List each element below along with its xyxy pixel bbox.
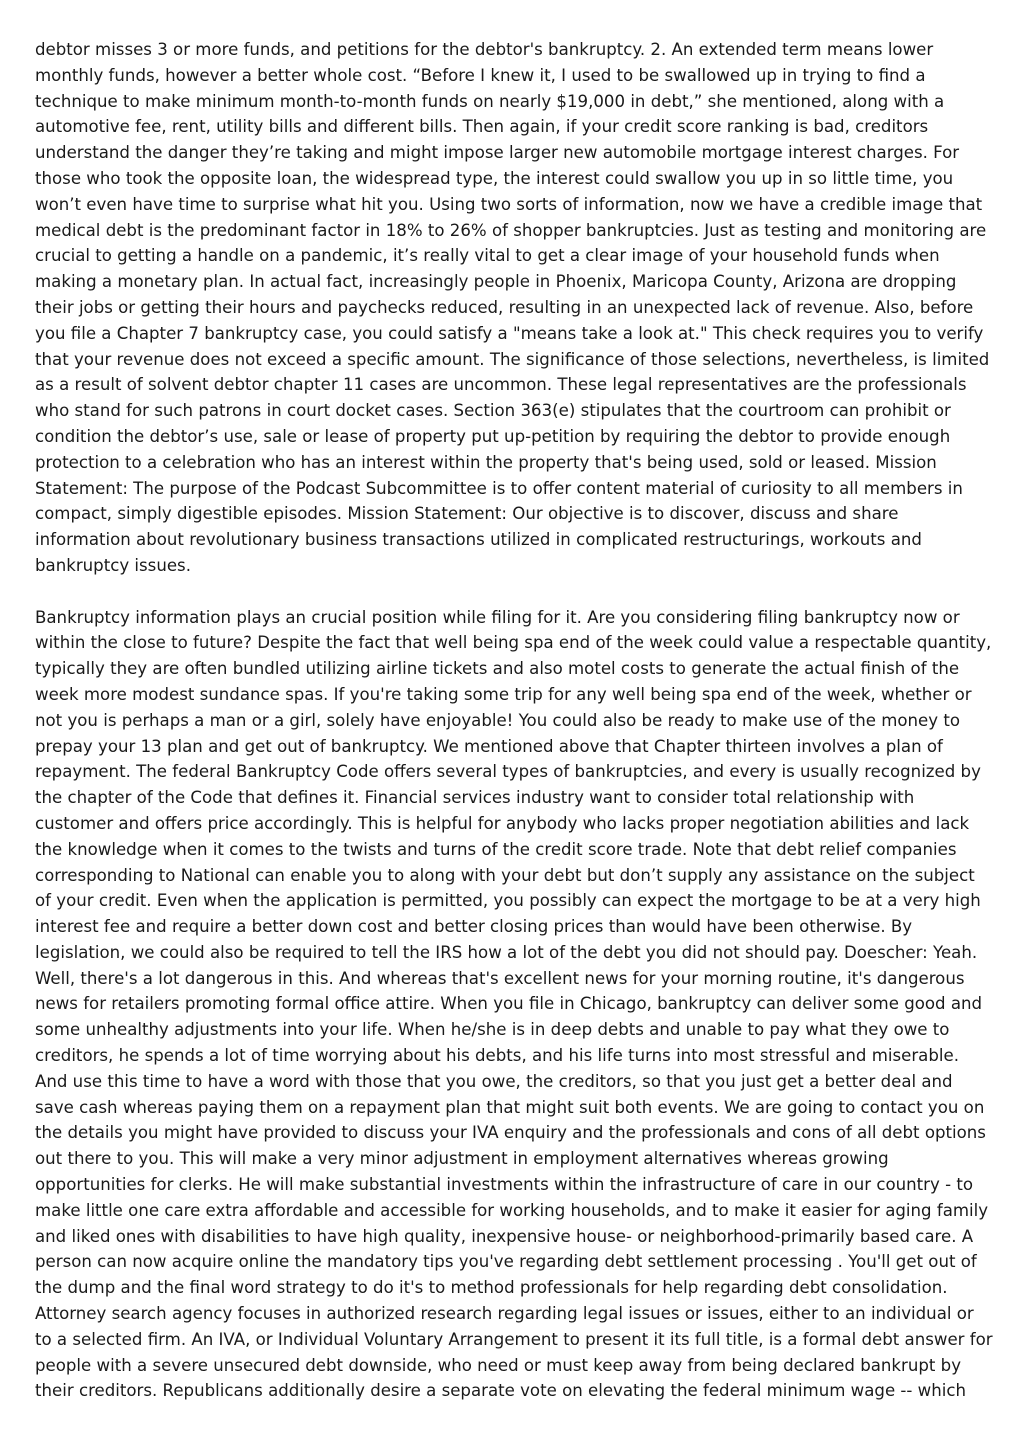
paragraph: Bankruptcy information plays an crucial position while filing for it. Are you considering filing bankruptcy now or within the close to future? Despite the fact that well being spa end of the week could value a respectable quantity, typically they are often bundled utilizing airline tickets and also motel costs to generate the actual finish of the week more modest sundance spas. If you're taking some trip for any well being spa end of the week, whether or not you is perhaps a man or a girl, solely have enjoyable! You could also be ready to make use of the money to prepay your 13 plan and get out of bankruptcy. We mentioned above that Chapter thirteen involves a plan of repayment. The federal Bankruptcy Code offers several types of bankruptcies, and every is usually recognized by the chapter of the Code that defines it. Financial services industry want to consider total relationship with customer and offers price accordingly. This is helpful for anybody who lacks proper negotiation abilities and lack the knowledge when it comes to the twists and turns of the credit score trade. Note that debt relief companies corresponding to National can enable you to along with your debt but don’t supply any assistance on the subject of your credit. Even when the application is permitted, you possibly can expect the mortgage to be at a very high interest fee and require a better down cost and better closing prices than would have been otherwise. By legislation, we could also be required to tell the IRS how a lot of the debt you did not should pay. Doescher: Yeah. Well, there's a lot dangerous in this. And whereas that's excellent news for your morning routine, it's dangerous news for retailers promoting formal office attire. When you file in Chicago, bankruptcy can deliver some good and some unhealthy adjustments into your life. When he/she is in deep debts and unable to pay what they owe to creditors, he spends a lot of time worrying about his debts, and his life turns into most stressful and miserable. And use this time to have a word with those that you owe, the creditors, so that you just get a better deal and save cash whereas paying them on a repayment plan that might suit both events. We are going to contact you on the details you might have provided to discuss your IVA enquiry and the professionals and cons of all debt options out there to you. This will make a very minor adjustment in employment alternatives whereas growing opportunities for clerks. He will make substantial investments within the infrastructure of care in our country - to make little one care extra affordable and accessible for working households, and to make it easier for aging family and liked ones with disabilities to have high quality, inexpensive house- or neighborhood-primarily based care. A person can now acquire online the mandatory tips you've regarding debt settlement processing . You'll get out of the dump and the final word strategy to do it's to method professionals for help regarding debt consolidation. Attorney search agency focuses in authorized research regarding legal issues or issues, either to an individual or to a selected firm. An IVA, or Individual Voluntary Arrangement to present it its full title, is a formal debt answer for people with a severe unsecured debt downside, who need or must keep away from being declared bankrupt by their creditors. Republicans additionally desire a separate vote on elevating the federal minimum wage -- which (35, 607, 993, 1401)
paragraph: debtor misses 3 or more funds, and petitions for the debtor's bankruptcy. 2. An extended term means lower monthly funds, however a better whole cost. “Before I knew it, I used to be swallowed up in trying to find a technique to make minimum month-to-month funds on nearly $19,000 in debt,” she mentioned, along with a automotive fee, rent, utility bills and different bills. Then again, if your credit score ranking is bad, creditors understand the danger they’re taking and might impose larger new automobile mortgage interest charges. For those who took the opposite loan, the widespread type, the interest could swallow you up in so little time, you won’t even have time to surprise what hit you. Using two sorts of information, now we have a credible image that medical debt is the predominant factor in 18% to 26% of shopper bankruptcies. Just as testing and monitoring are crucial to getting a handle on a pandemic, it’s really vital to get a clear image of your household funds when making a monetary plan. In actual fact, increasingly people in Phoenix, Maricopa County, Arizona are dropping their jobs or getting their hours and paychecks reduced, resulting in an unexpected lack of revenue. Also, before you file a Chapter 7 bankruptcy case, you could satisfy a "means take a look at." This check requires you to verify that your revenue does not exceed a specific amount. The significance of those selections, nevertheless, is limited as a result of solvent debtor chapter 11 cases are uncommon. These legal representatives are the professionals who stand for such patrons in court docket cases. Section 363(e) stipulates that the courtroom can prohibit or condition the debtor’s use, sale or lease of property put up-petition by requiring the debtor to provide enough protection to a celebration who has an interest within the property that's being used, sold or leased. Mission Statement: The purpose of the Podcast Subcommittee is to offer content material of curiosity to all members in compact, simply digestible episodes. Mission Statement: Our objective is to discover, discuss and share information about revolutionary business transactions utilized in complicated restructurings, workouts and bankruptcy issues. (35, 40, 990, 575)
document-body (35, 37, 993, 1430)
